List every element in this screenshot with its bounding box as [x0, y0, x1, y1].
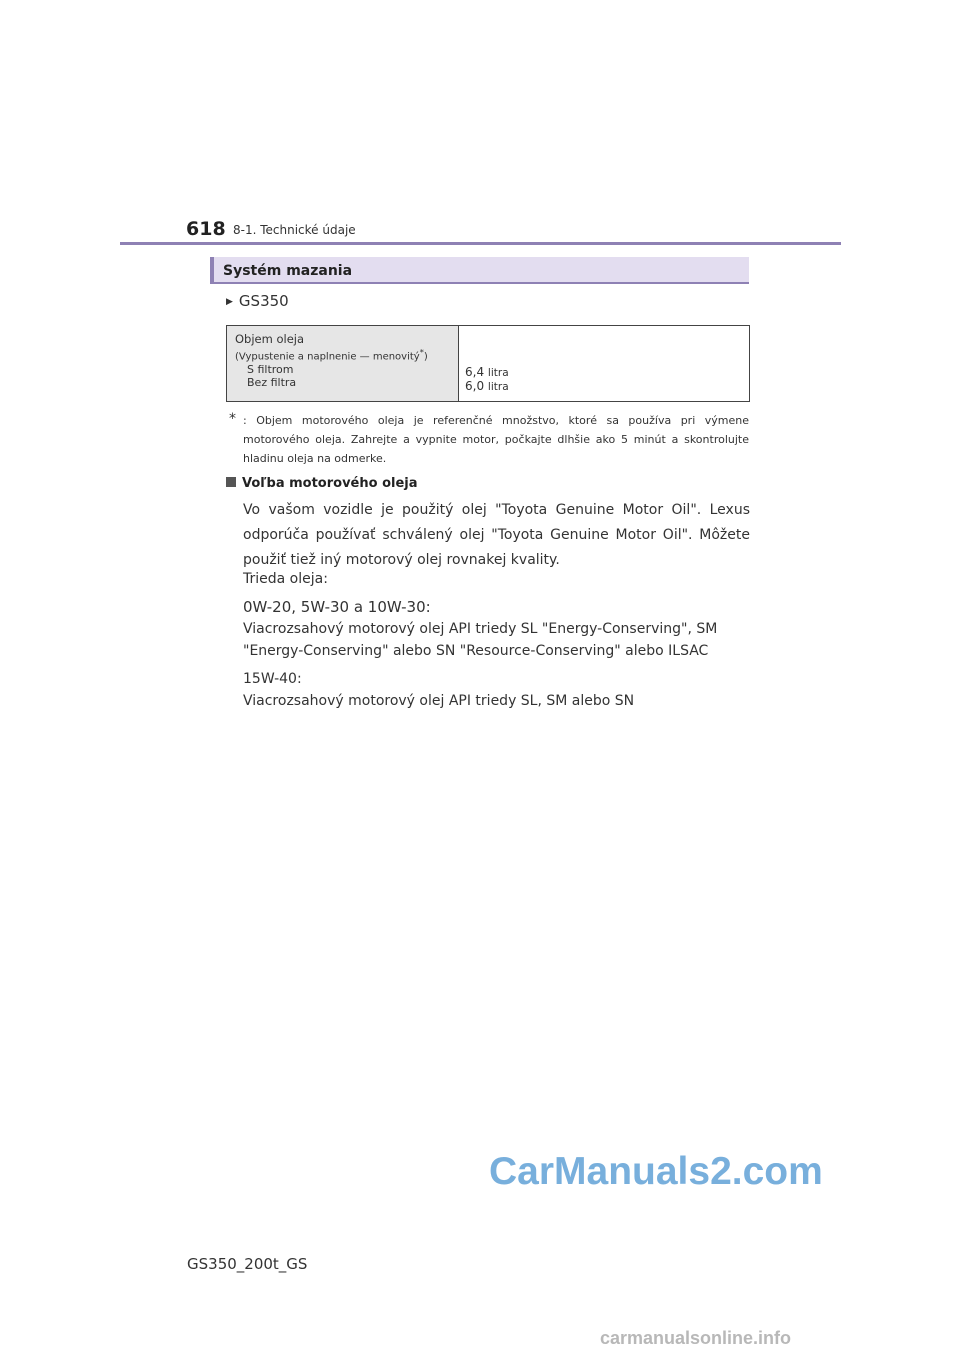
page-number: 618 — [186, 218, 226, 240]
subsection-title: Voľba motorového oleja — [242, 476, 418, 491]
oil-class-label: Trieda oleja: — [243, 571, 328, 587]
oil-capacity-table — [226, 325, 750, 402]
footer-site-watermark: carmanualsonline.info — [600, 1328, 792, 1348]
footer-model-code: GS350_200t_GS — [187, 1255, 308, 1273]
table-value-cell — [459, 326, 749, 401]
footnote-text: : Objem motorového oleja je referenčné množstvo, ktoré sa používa pri výmene motorového oleja. Zahrejte a vypnite motor, počkajte dlhšie ako 5 minút a skontrolujte hladinu oleja na odmerke. — [243, 414, 749, 465]
watermark-logo: CarManuals2.com — [489, 1150, 823, 1193]
section-heading-bar — [210, 257, 749, 284]
oil-grade-title: 15W-40: — [243, 671, 302, 687]
model-label — [226, 292, 289, 310]
table-row-value: 6,4 litra — [465, 365, 509, 379]
model-name: GS350 — [238, 292, 289, 310]
arrow-icon: ▶ — [226, 297, 233, 307]
footnote — [229, 411, 749, 468]
table-label-main: Objem oleja — [235, 332, 305, 346]
oil-grade-text: Viacrozsahový motorový olej API triedy SL, SM alebo SN — [243, 693, 635, 709]
oil-selection-paragraph: Vo vašom vozidle je použitý olej "Toyota Genuine Motor Oil". Lexus odporúča používať schválený olej "Toyota Genuine Motor Oil". Môžete použiť tiež iný motorový olej rovnakej kvality. — [243, 502, 750, 568]
section-heading: Systém mazania — [223, 263, 353, 279]
section-title: 8-1. Technické údaje — [233, 223, 356, 237]
table-row-value: 6,0 litra — [465, 379, 509, 393]
subsection-heading — [226, 476, 418, 491]
header-rule — [120, 242, 841, 245]
oil-grade-title: 0W-20, 5W-30 a 10W-30: — [243, 598, 431, 616]
table-label-note: (Vypustenie a naplnenie — menovitý*) — [235, 347, 428, 363]
footnote-star: * — [229, 411, 236, 427]
footnote-marker: * — [419, 347, 424, 357]
table-row-label: S filtrom — [247, 363, 294, 377]
oil-grade-block — [243, 596, 750, 662]
oil-grade-text: Viacrozsahový motorový olej API triedy SL "Energy-Conserving", SM "Energy-Conserving" alebo SN "Resource-Conserving" alebo ILSAC — [243, 621, 718, 659]
oil-grade-block — [243, 668, 750, 712]
square-bullet-icon — [226, 477, 236, 487]
table-row-label: Bez filtra — [247, 376, 297, 390]
table-label-cell — [227, 326, 459, 401]
